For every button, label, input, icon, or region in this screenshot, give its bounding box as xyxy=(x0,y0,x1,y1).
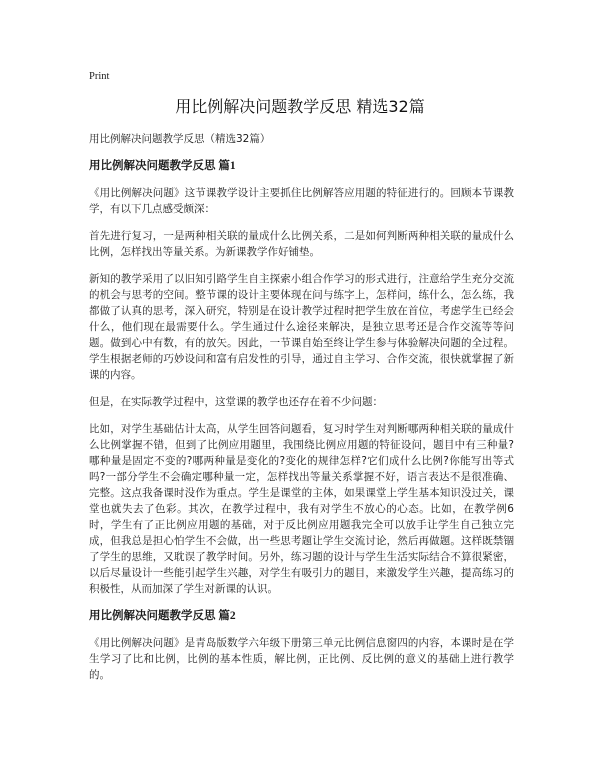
page-title: 用比例解决问题教学反思 精选32篇 xyxy=(175,97,425,116)
article-body xyxy=(89,131,514,694)
article-subtitle: 用比例解决问题教学反思（精选32篇） xyxy=(89,133,271,145)
paragraph: 首先进行复习，一是两种相关联的量成什么比例关系，二是如何判断两种相关联的量成什么比例，怎样找出等量关系。为新课教学作好铺垫。 xyxy=(89,230,514,258)
paragraph: 《用比例解决问题》这节课教学设计主要抓住比例解答应用题的特征进行的。回顾本节课教学，有以下几点感受颇深： xyxy=(89,187,514,215)
section-heading-2: 用比例解决问题教学反思 篇2 xyxy=(89,610,236,622)
paragraph: 比如，对学生基础估计太高，从学生回答问题看，复习时学生对判断哪两种相关联的量成什么比例掌握不错，但到了比例应用题里，我围绕比例应用题的特征设问，题目中有三种量?哪种量是固定不变的?哪两种量是变化的?变化的规律怎样?它们成什么比例?你能写出等式吗?一部分学生不会确定哪种量一定，怎样找出等量关系掌握不好，语言表达不是很准确、完整。这点我备课时没作为重点。学生是课堂的主体，如果课堂上学生基本知识没过关，课堂也就失去了色彩。其次，在教学过程中，我有对学生不放心的心态。比如，在教学例6时，学生有了正比例应用题的基础，对于反比例应用题我完全可以放手让学生自己独立完成，但我总是担心怕学生不会做，出一些思考题让学生交流讨论，然后再做题。这样既禁锢了学生的思维，又耽误了教学时间。另外，练习题的设计与学生生活实际结合不算很紧密，以后尽量设计一些能引起学生兴趣，对学生有吸引力的题目，来激发学生兴趣，提高练习的积极性，从而加深了学生对新课的认识。 xyxy=(89,423,514,595)
paragraph: 《用比例解决问题》是青岛版数学六年级下册第三单元比例信息窗四的内容，本课时是在学生学习了比和比例，比例的基本性质，解比例，正比例、反比例的意义的基础上进行教学的。 xyxy=(89,637,514,681)
print-link[interactable]: Print xyxy=(89,71,110,82)
paragraph: 但是，在实际教学过程中，这堂课的教学也还存在着不少问题： xyxy=(89,396,383,408)
section-heading-1: 用比例解决问题教学反思 篇1 xyxy=(89,160,236,172)
paragraph: 新知的教学采用了以旧知引路学生自主探索小组合作学习的形式进行，注意给学生充分交流的机会与思考的空间。整节课的设计主要体现在问与练字上，怎样问，练什么，怎么练，我都做了认真的思考，深入研究，特别是在设计教学过程时把学生放在首位，考虑学生已经会什么，他们现在最需要什么。学生通过什么途径来解决，是独立思考还是合作交流等等问题。做到心中有数，有的放矢。因此，一节课自始至终让学生参与体验解决问题的全过程。学生根据老师的巧妙设问和富有启发性的引导，通过自主学习、合作交流，很快就掌握了新课的内容。 xyxy=(89,273,514,381)
